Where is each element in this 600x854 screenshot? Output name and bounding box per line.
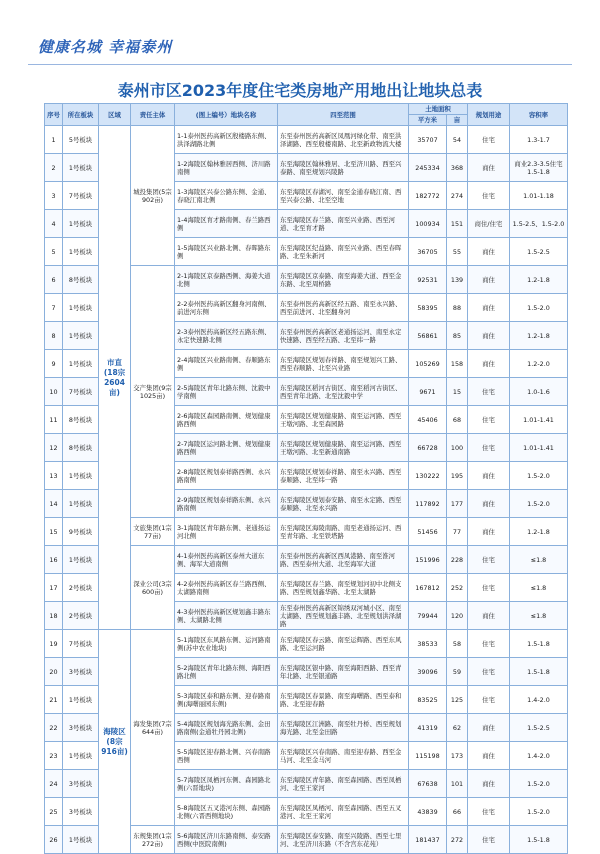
- cell-mu: 55: [447, 238, 468, 266]
- col-seq: 序号: [45, 104, 63, 126]
- cell-mu: 100: [447, 434, 468, 462]
- cell-seq: 2: [45, 154, 63, 182]
- cell-bounds: 东至海陵区春兰路、南至规划河初中北侧支路、西至规划鑫华路、北至太湖路: [278, 574, 409, 602]
- cell-sqm: 36705: [409, 238, 447, 266]
- cell-block: 1号板块: [63, 742, 99, 770]
- cell-region: 海陵区(8宗916亩): [99, 630, 131, 854]
- cell-block: 1号板块: [63, 154, 99, 182]
- cell-name: 4-3泰州医药高新区规划鑫丰路东侧、太湖路北侧: [175, 602, 278, 630]
- cell-name: 5-6海陵区济川东路南侧、泰安路西侧(中医院南侧): [175, 826, 278, 854]
- cell-sqm: 45406: [409, 406, 447, 434]
- cell-block: 1号板块: [63, 686, 99, 714]
- cell-bounds: 东至海陵区规划泰祥路、南至永兴路、西至泰顺路、北至纬一路: [278, 462, 409, 490]
- cell-bounds: 东至海陵区规划春祥路、南至规划兴工路、西至春顺路、北至兴业路: [278, 350, 409, 378]
- cell-sqm: 79944: [409, 602, 447, 630]
- cell-mu: 62: [447, 714, 468, 742]
- cell-mu: 101: [447, 770, 468, 798]
- cell-use: 住宅: [468, 826, 510, 854]
- cell-name: 2-2泰州医药高新区翻身河南侧、前进河东侧: [175, 294, 278, 322]
- cell-mu: 66: [447, 798, 468, 826]
- cell-seq: 24: [45, 770, 63, 798]
- cell-bounds: 东至海陵区凤栖河、南至森园路、西至五叉港河、北至王家河: [278, 798, 409, 826]
- cell-bounds: 东至泰州医药高新区老通扬运河、南至永定快速路、西至经五路、北至纬一路: [278, 322, 409, 350]
- cell-block: 1号板块: [63, 322, 99, 350]
- cell-use: 住宅: [468, 406, 510, 434]
- cell-use: 商住: [468, 322, 510, 350]
- cell-sqm: 51456: [409, 518, 447, 546]
- cell-far: 1.5-2.0: [510, 462, 568, 490]
- cell-seq: 4: [45, 210, 63, 238]
- cell-block: 2号板块: [63, 574, 99, 602]
- cell-use: 商住/住宅: [468, 210, 510, 238]
- cell-seq: 18: [45, 602, 63, 630]
- cell-subject: 城投集团(5宗902亩): [131, 126, 175, 266]
- cell-seq: 9: [45, 350, 63, 378]
- cell-sqm: 38533: [409, 630, 447, 658]
- col-name: (图上编号）地块名称: [175, 104, 278, 126]
- cell-subject: 交产集团(9宗1025亩): [131, 266, 175, 518]
- cell-block: 2号板块: [63, 602, 99, 630]
- cell-seq: 23: [45, 742, 63, 770]
- cell-block: 5号板块: [63, 126, 99, 154]
- cell-far: 1.5-2.0: [510, 798, 568, 826]
- cell-seq: 20: [45, 658, 63, 686]
- cell-name: 2-9海陵区规划泰祥路东侧、永兴路南侧: [175, 490, 278, 518]
- cell-far: 1.4-2.0: [510, 742, 568, 770]
- cell-sqm: 83525: [409, 686, 447, 714]
- col-far: 容积率: [510, 104, 568, 126]
- cell-name: 4-1泰州医药高新区泰州大道东侧、海军大道南侧: [175, 546, 278, 574]
- cell-far: 商业2.3-3.5住宅1.5-1.8: [510, 154, 568, 182]
- cell-block: 8号板块: [63, 434, 99, 462]
- cell-mu: 120: [447, 602, 468, 630]
- cell-bounds: 东至泰州医药高新区经五路、南至永兴路、西至前进河、北至翻身河: [278, 294, 409, 322]
- cell-block: 7号板块: [63, 182, 99, 210]
- cell-use: 商住: [468, 770, 510, 798]
- col-mu: 亩: [447, 115, 468, 126]
- cell-sqm: 56861: [409, 322, 447, 350]
- cell-use: 商住: [468, 518, 510, 546]
- cell-mu: 177: [447, 490, 468, 518]
- cell-use: 商住: [468, 714, 510, 742]
- cell-block: 3号板块: [63, 770, 99, 798]
- cell-name: 2-7海陵区运河路北侧、规划健康路西侧: [175, 434, 278, 462]
- cell-use: 住宅: [468, 798, 510, 826]
- cell-block: 9号板块: [63, 518, 99, 546]
- cell-mu: 15: [447, 378, 468, 406]
- cell-use: 住宅: [468, 686, 510, 714]
- cell-name: 1-2海陵区翰林雅居西侧、济川路南侧: [175, 154, 278, 182]
- col-sqm: 平方米: [409, 115, 447, 126]
- col-bounds: 四至范围: [278, 104, 409, 126]
- cell-name: 1-3海陵区兴泰公路东侧、金通、春晓江南北侧: [175, 182, 278, 210]
- cell-use: 商住: [468, 350, 510, 378]
- land-parcel-table: [44, 103, 568, 854]
- cell-bounds: 东至海陵区规划泰安路、南至永定路、西至泰顺路、北至永兴路: [278, 490, 409, 518]
- cell-seq: 16: [45, 546, 63, 574]
- cell-use: 商住: [468, 266, 510, 294]
- cell-block: 1号板块: [63, 238, 99, 266]
- cell-seq: 15: [45, 518, 63, 546]
- cell-far: 1.0-1.6: [510, 378, 568, 406]
- cell-name: 5-5海陵区迎春路北侧、兴春南路西侧: [175, 742, 278, 770]
- cell-far: 1.01-1.18: [510, 182, 568, 210]
- cell-subject: 东规集团(1宗272亩): [131, 826, 175, 854]
- cell-mu: 228: [447, 546, 468, 574]
- cell-far: 1.5-1.8: [510, 826, 568, 854]
- cell-bounds: 东至海陵区京泰路、南至海姜大道、西至金东路、北至周桥路: [278, 266, 409, 294]
- cell-use: 住宅: [468, 126, 510, 154]
- cell-block: 1号板块: [63, 350, 99, 378]
- cell-far: 1.5-2.5: [510, 238, 568, 266]
- cell-sqm: 245334: [409, 154, 447, 182]
- cell-name: 5-2海陵区青年北路东侧、海阳西路北侧: [175, 658, 278, 686]
- cell-far: 1.5-2.0: [510, 490, 568, 518]
- cell-name: 2-8海陵区规划泰祥路西侧、永兴路南侧: [175, 462, 278, 490]
- cell-use: 商住: [468, 602, 510, 630]
- cell-far: ≤1.8: [510, 602, 568, 630]
- cell-mu: 368: [447, 154, 468, 182]
- cell-use: 住宅: [468, 546, 510, 574]
- cell-seq: 5: [45, 238, 63, 266]
- cell-far: 1.2-1.8: [510, 518, 568, 546]
- cell-mu: 252: [447, 574, 468, 602]
- cell-use: 住宅: [468, 434, 510, 462]
- cell-name: 2-3泰州医药高新区经五路东侧、永定快速路北侧: [175, 322, 278, 350]
- cell-sqm: 117892: [409, 490, 447, 518]
- col-area: 土地面积: [409, 104, 468, 115]
- cell-far: 1.2-2.0: [510, 350, 568, 378]
- cell-bounds: 东至海陵区银中路、南至海阳西路、西至青年北路、北至银通路: [278, 658, 409, 686]
- cell-sqm: 181437: [409, 826, 447, 854]
- cell-bounds: 东至海陵区规划健康路、南至运河路、西至王墩河路、北至森园路: [278, 406, 409, 434]
- cell-subject: 深业公司(3宗600亩): [131, 546, 175, 630]
- cell-sqm: 35707: [409, 126, 447, 154]
- cell-name: 5-3海陵区泰和路东侧、迎春路南侧(海曙丽园东侧): [175, 686, 278, 714]
- cell-use: 住宅: [468, 378, 510, 406]
- cell-mu: 139: [447, 266, 468, 294]
- cell-block: 1号板块: [63, 294, 99, 322]
- cell-sqm: 115198: [409, 742, 447, 770]
- cell-far: 1.5-2.5: [510, 714, 568, 742]
- cell-far: 1.5-2.0: [510, 294, 568, 322]
- col-use: 规划用途: [468, 104, 510, 126]
- cell-seq: 21: [45, 686, 63, 714]
- cell-far: 1.5-1.8: [510, 658, 568, 686]
- cell-bounds: 东至海陵区春景路、南至海曙路、西至泰和路、北至迎春路: [278, 686, 409, 714]
- cell-mu: 77: [447, 518, 468, 546]
- cell-block: 1号板块: [63, 490, 99, 518]
- cell-seq: 8: [45, 322, 63, 350]
- cell-sqm: 41319: [409, 714, 447, 742]
- cell-bounds: 东至海陵区翰林雅居、北至济川路、西至兴泰路、南至规划兴陵路: [278, 154, 409, 182]
- cell-name: 5-1海陵区东风路东侧、运河路南侧(苏中农业地块): [175, 630, 278, 658]
- cell-mu: 272: [447, 826, 468, 854]
- cell-seq: 1: [45, 126, 63, 154]
- cell-use: 商住: [468, 742, 510, 770]
- cell-block: 8号板块: [63, 406, 99, 434]
- cell-block: 1号板块: [63, 546, 99, 574]
- cell-seq: 10: [45, 378, 63, 406]
- cell-name: 1-1泰州医药高新区殷楼路东侧、洪泽湖路北侧: [175, 126, 278, 154]
- cell-bounds: 东至泰州医药高新区锦绣双河城小区、南至太湖路、西至规划鑫丰路、北至规划洪泽湖路: [278, 602, 409, 630]
- cell-mu: 158: [447, 350, 468, 378]
- cell-name: 2-5海陵区青年北路东侧、沈毅中学南侧: [175, 378, 278, 406]
- cell-sqm: 67638: [409, 770, 447, 798]
- cell-block: 1号板块: [63, 462, 99, 490]
- col-block: 所在板块: [63, 104, 99, 126]
- cell-bounds: 东至海陵区海陵南路、南至老通扬运河、西至青年路、北至铁塔路: [278, 518, 409, 546]
- cell-sqm: 66728: [409, 434, 447, 462]
- cell-seq: 13: [45, 462, 63, 490]
- cell-sqm: 100934: [409, 210, 447, 238]
- cell-name: 2-1海陵区京泰路西侧、海姜大道北侧: [175, 266, 278, 294]
- cell-bounds: 东至海陵区春云路、南至运辉路、西至东风路、北至运河路: [278, 630, 409, 658]
- cell-bounds: 东至泰州医药高新区凤凰河绿化带、南至洪泽湖路、西至殷楼南路、北至新政物流大楼: [278, 126, 409, 154]
- cell-block: 1号板块: [63, 210, 99, 238]
- cell-seq: 7: [45, 294, 63, 322]
- cell-block: 7号板块: [63, 630, 99, 658]
- cell-seq: 14: [45, 490, 63, 518]
- cell-name: 1-4海陵区育才路南侧、春兰路西侧: [175, 210, 278, 238]
- cell-mu: 195: [447, 462, 468, 490]
- cell-use: 住宅: [468, 574, 510, 602]
- cell-sqm: 43839: [409, 798, 447, 826]
- cell-block: 3号板块: [63, 714, 99, 742]
- cell-use: 商住: [468, 154, 510, 182]
- cell-sqm: 182772: [409, 182, 447, 210]
- cell-far: 1.4-2.0: [510, 686, 568, 714]
- cell-seq: 3: [45, 182, 63, 210]
- cell-sqm: 92531: [409, 266, 447, 294]
- cell-far: 1.3-1.7: [510, 126, 568, 154]
- cell-mu: 54: [447, 126, 468, 154]
- slogan: 健康名城 幸福泰州: [38, 38, 173, 56]
- cell-far: 1.5-2.5、1.5-2.0: [510, 210, 568, 238]
- cell-block: 3号板块: [63, 658, 99, 686]
- cell-bounds: 东至海陵区青年路、南至森园路、西至凤栖河、北至王家河: [278, 770, 409, 798]
- col-region: 区域: [99, 104, 131, 126]
- cell-sqm: 151996: [409, 546, 447, 574]
- cell-seq: 19: [45, 630, 63, 658]
- cell-use: 住宅: [468, 182, 510, 210]
- cell-use: 住宅: [468, 630, 510, 658]
- cell-region: 市直(18宗2604亩): [99, 126, 131, 630]
- cell-far: ≤1.8: [510, 574, 568, 602]
- cell-bounds: 东至海陵区纪益路、南至兴业路、西至春晖路、北至朱新河: [278, 238, 409, 266]
- cell-sqm: 39096: [409, 658, 447, 686]
- cell-bounds: 东至海陵区春兰路、南至兴业路、西至河道、北至育才路: [278, 210, 409, 238]
- cell-bounds: 东至海陵区春湖河、南至金通春晓江南、西至兴泰公路、北至空地: [278, 182, 409, 210]
- cell-seq: 12: [45, 434, 63, 462]
- cell-seq: 26: [45, 826, 63, 854]
- cell-block: 1号板块: [63, 826, 99, 854]
- cell-bounds: 东至海陵区江洲路、南至牡丹桥、西至规划海光路、北至金田路: [278, 714, 409, 742]
- cell-name: 1-5海陵区兴业路北侧、春晖路东侧: [175, 238, 278, 266]
- header-divider: [28, 64, 572, 65]
- cell-seq: 22: [45, 714, 63, 742]
- cell-bounds: 东至海陵区兴春南路、南至迎春路、西至金马河、北至金马河: [278, 742, 409, 770]
- cell-mu: 85: [447, 322, 468, 350]
- cell-mu: 151: [447, 210, 468, 238]
- cell-name: 5-7海陵区凤栖河东侧、森园路北侧(六晋地块): [175, 770, 278, 798]
- cell-block: 8号板块: [63, 266, 99, 294]
- cell-sqm: 9671: [409, 378, 447, 406]
- cell-mu: 88: [447, 294, 468, 322]
- cell-bounds: 东至海陵区稻河古街区、南至稻河古街区、西至青年北路、北至沈毅中学: [278, 378, 409, 406]
- cell-name: 2-6海陵区森园路南侧、规划健康路西侧: [175, 406, 278, 434]
- cell-seq: 17: [45, 574, 63, 602]
- cell-mu: 68: [447, 406, 468, 434]
- cell-far: 1.2-1.8: [510, 266, 568, 294]
- cell-seq: 11: [45, 406, 63, 434]
- cell-use: 住宅: [468, 658, 510, 686]
- cell-bounds: 东至泰州医药高新区西凤港路、南至淮河路、西至泰州大道、北至海军大道: [278, 546, 409, 574]
- cell-far: ≤1.8: [510, 546, 568, 574]
- cell-sqm: 167812: [409, 574, 447, 602]
- cell-name: 3-1海陵区青年路东侧、老通扬运河北侧: [175, 518, 278, 546]
- cell-far: 1.5-2.0: [510, 770, 568, 798]
- cell-use: 商住: [468, 238, 510, 266]
- cell-use: 商住: [468, 462, 510, 490]
- cell-far: 1.2-1.8: [510, 322, 568, 350]
- cell-mu: 274: [447, 182, 468, 210]
- cell-bounds: 东至海陵区规划健康路、南至运河路、西至王墩河路、北至新通南路: [278, 434, 409, 462]
- cell-mu: 173: [447, 742, 468, 770]
- cell-use: 商住: [468, 294, 510, 322]
- table-row: [45, 126, 568, 154]
- cell-sqm: 105269: [409, 350, 447, 378]
- cell-name: 2-4海陵区兴业路南侧、春顺路东侧: [175, 350, 278, 378]
- col-subject: 责任主体: [131, 104, 175, 126]
- cell-far: 1.01-1.41: [510, 434, 568, 462]
- page-title: 泰州市区2023年度住宅类房地产用地出让地块总表: [117, 81, 483, 100]
- cell-far: 1.01-1.41: [510, 406, 568, 434]
- cell-use: 商住: [468, 490, 510, 518]
- table-body: [45, 126, 568, 854]
- cell-mu: 59: [447, 658, 468, 686]
- cell-bounds: 东至海陵区泰安路、南至兴陵路、西至七里河、北至济川东路（不含宫东花苑）: [278, 826, 409, 854]
- cell-far: 1.5-1.8: [510, 630, 568, 658]
- cell-name: 5-4海陵区规划海光路东侧、金田路南侧(金通牡丹园北侧): [175, 714, 278, 742]
- cell-seq: 6: [45, 266, 63, 294]
- cell-block: 7号板块: [63, 378, 99, 406]
- cell-seq: 25: [45, 798, 63, 826]
- cell-mu: 125: [447, 686, 468, 714]
- cell-block: 3号板块: [63, 798, 99, 826]
- table-row: [45, 630, 568, 658]
- cell-sqm: 58395: [409, 294, 447, 322]
- cell-name: 4-2泰州医药高新区春兰路西侧、太湖路南侧: [175, 574, 278, 602]
- cell-mu: 58: [447, 630, 468, 658]
- cell-subject: 海发集团(7宗644亩): [131, 630, 175, 826]
- cell-subject: 文旅集团(1宗77亩): [131, 518, 175, 546]
- cell-name: 5-8海陵区五叉港河东侧、森园路北侧(六晋西侧地块): [175, 798, 278, 826]
- cell-sqm: 130222: [409, 462, 447, 490]
